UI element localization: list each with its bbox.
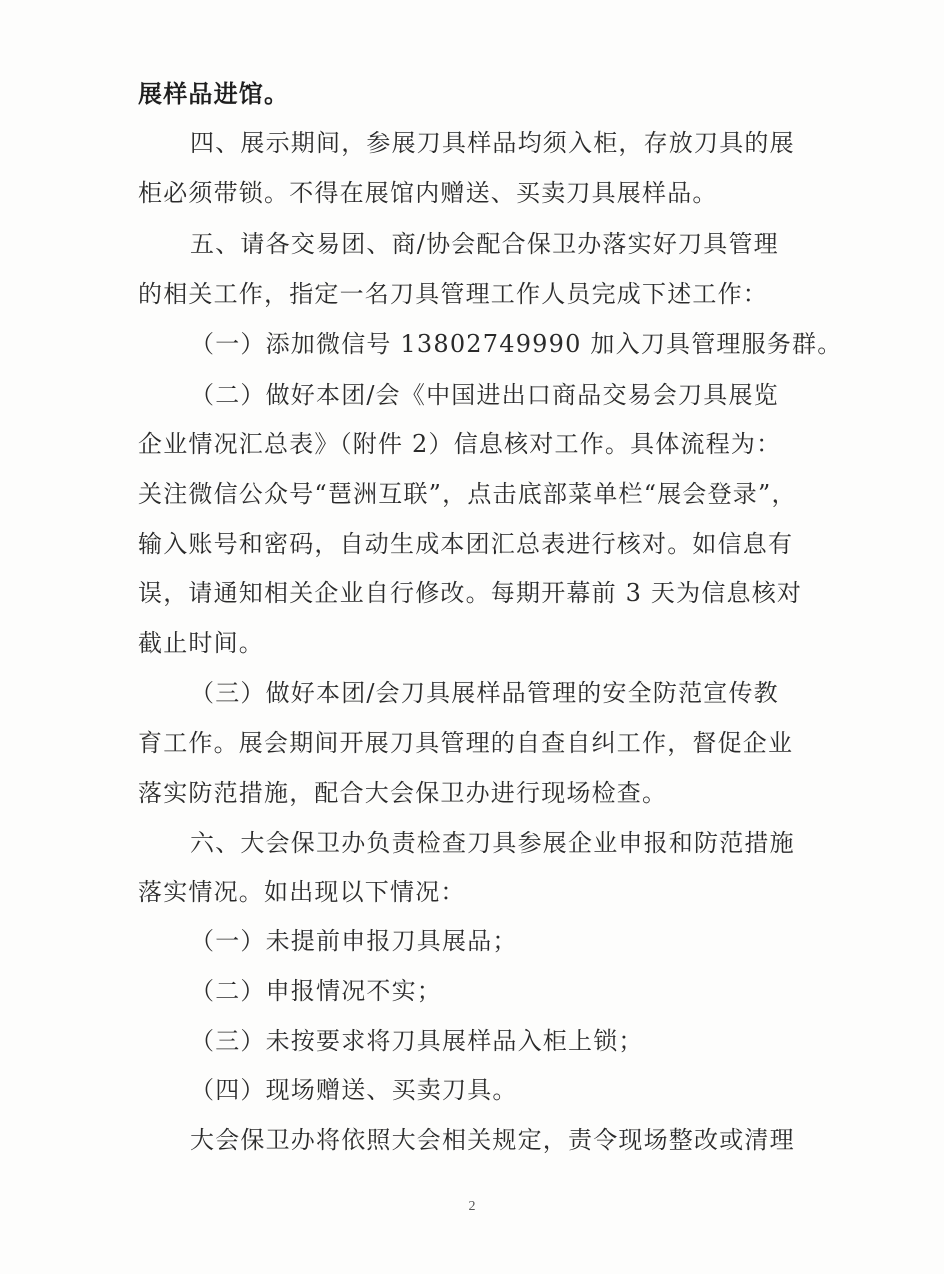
- text-line-5: 的相关工作，指定一名刀具管理工作人员完成下述工作：: [138, 280, 768, 308]
- text-line-19: （二）申报情况不实；: [190, 977, 442, 1005]
- text-line-4: 五、请各交易团、商/协会配合保卫办落实好刀具管理: [190, 230, 779, 258]
- text-line-17: 落实情况。如出现以下情况：: [138, 878, 466, 906]
- text-line-18: （一）未提前申报刀具展品；: [190, 927, 518, 955]
- text-line-3: 柜必须带锁。不得在展馆内赠送、买卖刀具展样品。: [138, 179, 718, 207]
- text-line-2: 四、展示期间，参展刀具样品均须入柜，存放刀具的展: [190, 129, 795, 157]
- text-line-14: 育工作。展会期间开展刀具管理的自查自纠工作，督促企业: [138, 729, 794, 757]
- text-line-15: 落实防范措施，配合大会保卫办进行现场检查。: [138, 779, 668, 807]
- text-line-11: 误，请通知相关企业自行修改。每期开幕前 3 天为信息核对: [138, 579, 803, 607]
- text-line-8: 企业情况汇总表》（附件 2）信息核对工作。具体流程为：: [138, 430, 782, 458]
- text-line-21: （四）现场赠送、买卖刀具。: [190, 1076, 518, 1104]
- text-line-20: （三）未按要求将刀具展样品入柜上锁；: [190, 1027, 644, 1055]
- text-line-12: 截止时间。: [138, 629, 264, 657]
- text-line-22: 大会保卫办将依照大会相关规定，责令现场整改或清理: [190, 1126, 795, 1154]
- page-number: 2: [468, 1199, 476, 1214]
- text-line-9: 关注微信公众号“琶洲互联”，点击底部菜单栏“展会登录”，: [138, 480, 797, 508]
- text-line-10: 输入账号和密码，自动生成本团汇总表进行核对。如信息有: [138, 530, 794, 558]
- text-line-13: （三）做好本团/会刀具展样品管理的安全防范宣传教: [190, 679, 779, 707]
- text-line-16: 六、大会保卫办负责检查刀具参展企业申报和防范措施: [190, 829, 795, 857]
- text-line-1: 展样品进馆。: [138, 79, 290, 108]
- text-line-7: （二）做好本团/会《中国进出口商品交易会刀具展览: [190, 381, 779, 409]
- text-line-6: （一）添加微信号 13802749990 加入刀具管理服务群。: [190, 330, 843, 358]
